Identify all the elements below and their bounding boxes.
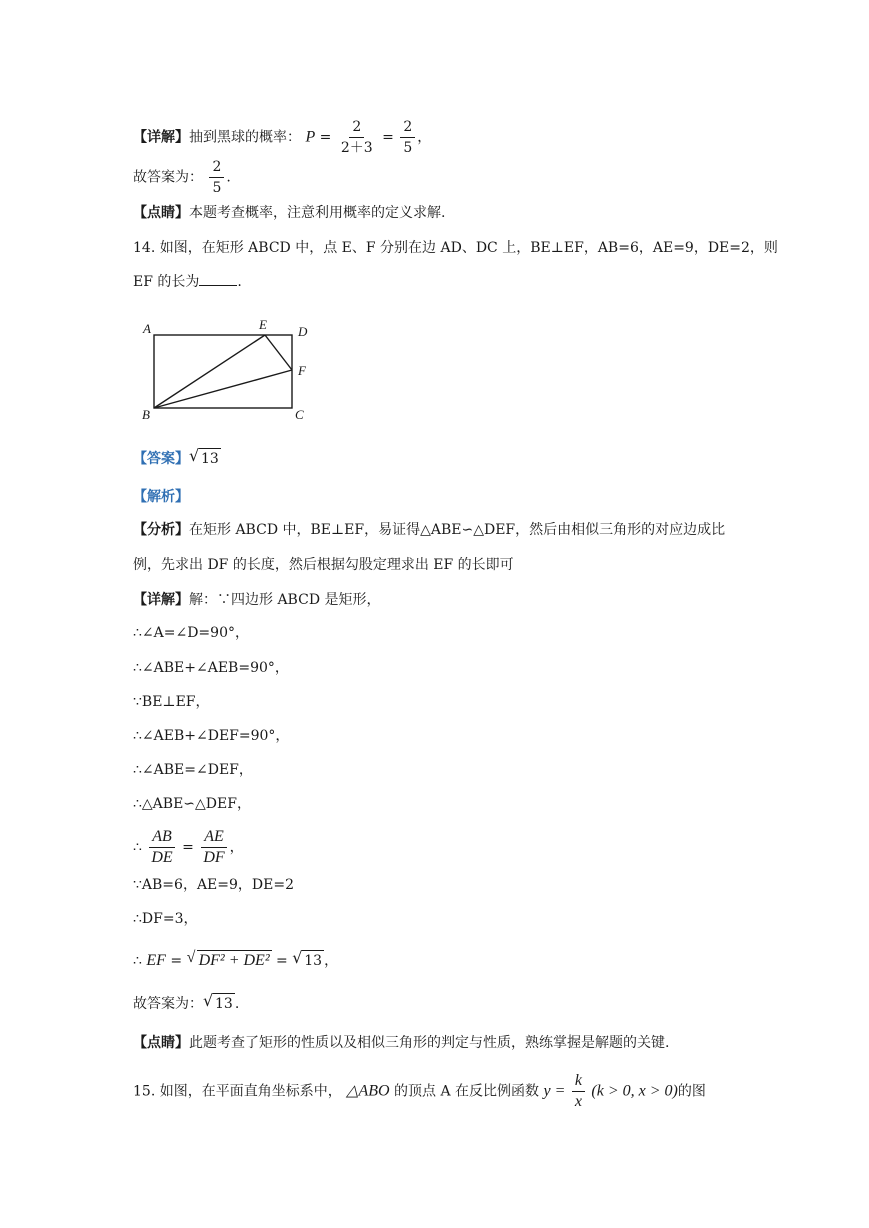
prob-symbol: P <box>305 128 316 146</box>
question-14-line-2: EF 的长为 . <box>133 274 242 290</box>
label-e: E <box>259 317 267 332</box>
answer-line-14: 【答案】 √ 13 <box>133 446 219 467</box>
ratio-right: $\frac{AE}{DF}$ <box>200 828 227 867</box>
comment-line-14: 【点睛】此题考查了矩形的性质以及相似三角形的判定与性质，熟练掌握是解题的关键. <box>133 1035 670 1051</box>
segment-be <box>154 335 265 408</box>
rectangle-abcd <box>154 335 292 408</box>
label-d: D <box>298 324 308 339</box>
label-a: A <box>143 321 151 336</box>
ef-line: ∴ EF = √ DF² + DE² = √ 13 ， <box>133 948 339 969</box>
triangle-abo: △ABO <box>346 1082 390 1100</box>
fraction-1: $\frac{2}{2+3}$ <box>340 119 373 156</box>
answer-fraction: $\frac{2}{5}$ <box>209 158 224 197</box>
label-f: F <box>298 363 306 378</box>
df-line: ∴DF=3， <box>133 911 198 927</box>
analysis-label-14: 【解析】 <box>133 489 189 505</box>
label-c: C <box>295 407 304 422</box>
sqrt-final: √ 13 <box>203 991 233 1012</box>
step-6: ∴△ABE∽△DEF， <box>133 796 251 812</box>
analyze-line-1: 【分析】在矩形 ABCD 中，BE⊥EF，易证得△ABE∽△DEF，然后由相似三角形的对应边成比 <box>133 522 726 538</box>
answer-line-13: 故答案为： $\frac{2}{5}$ . <box>133 159 231 196</box>
analyze-line-2: 例，先求出 DF 的长度，然后根据勾股定理求出 EF 的长即可 <box>133 557 514 573</box>
comment-line-13: 【点睛】本题考查概率，注意利用概率的定义求解. <box>133 205 446 221</box>
label-b: B <box>142 407 150 422</box>
answer-blank <box>199 273 237 286</box>
segment-bf <box>154 370 292 408</box>
step-5: ∴∠ABE=∠DEF， <box>133 762 253 778</box>
ratio-line: ∴ $\frac{AB}{DE}$ = $\frac{AE}{DF}$ ， <box>133 828 244 866</box>
rectangle-figure <box>138 315 328 425</box>
question-14-line-1: 14. 如图，在矩形 ABCD 中，点 E、F 分别在边 AD、DC 上，BE⊥EF，AB=6，AE=9，DE=2，则 <box>133 240 778 256</box>
segment-ef <box>265 335 292 370</box>
function-fraction: $\frac{k}{x}$ <box>572 1072 585 1111</box>
step-2: ∴∠ABE+∠AEB=90°， <box>133 660 289 676</box>
ratio-left: $\frac{AB}{DE}$ <box>148 828 175 867</box>
detail-line-14: 【详解】解：∵四边形 ABCD 是矩形， <box>133 592 381 608</box>
question-15-line: 15. 如图，在平面直角坐标系中， △ABO 的顶点 A 在反比例函数 y = $\frac{k}{x}$ (k > 0, x > 0)的图 <box>133 1072 706 1110</box>
step-1: ∴∠A=∠D=90°， <box>133 625 249 641</box>
step-4: ∴∠AEB+∠DEF=90°， <box>133 728 290 744</box>
final-answer-14: 故答案为： √ 13 . <box>133 991 240 1012</box>
detail-line-13: 【详解】抽到黑球的概率： P = $\frac{2}{2+3}$ = $\frac{2}{5}$ ， <box>133 119 432 156</box>
sqrt-sum: √ DF² + DE² <box>186 949 270 969</box>
sqrt-13: √ 13 <box>292 948 323 969</box>
given-line: ∵AB=6，AE=9，DE=2 <box>133 877 294 893</box>
detail-text: 抽到黑球的概率： <box>189 129 301 146</box>
fraction-2: $\frac{2}{5}$ <box>400 118 415 157</box>
step-3: ∵BE⊥EF， <box>133 694 210 710</box>
detail-label: 【详解】 <box>133 129 189 146</box>
sqrt-answer: √ 13 <box>189 446 219 467</box>
